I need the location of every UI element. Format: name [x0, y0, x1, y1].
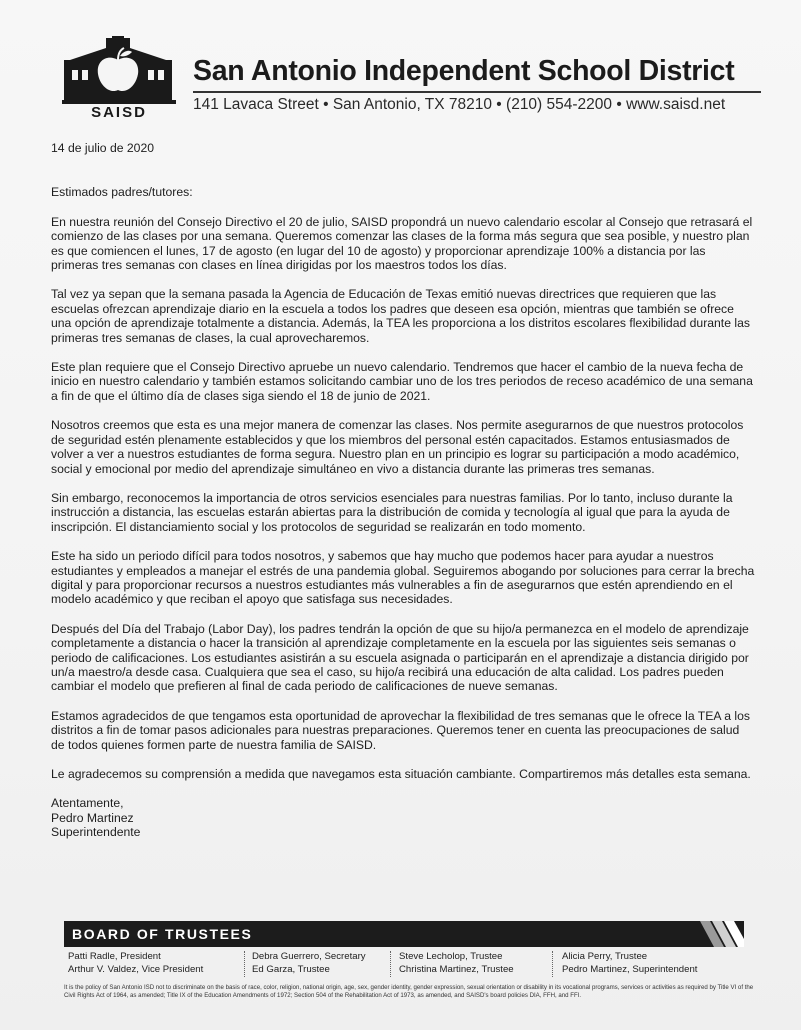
- board-title: BOARD OF TRUSTEES: [72, 926, 253, 942]
- letter-paragraph: Este plan requiere que el Consejo Directivo apruebe un nuevo calendario. Tendremos que hacer el cambio de la nueva fecha de inicio en nuestro calendario y también estamos solicitando cambiar uno de los tres periodos de receso académico de una semana a fin de que el último día de clases siga siendo el 18 de junio de 2021.: [51, 360, 753, 403]
- trustee-entry: Arthur V. Valdez, Vice President: [68, 964, 204, 975]
- letter-paragraph: Este ha sido un periodo difícil para todos nosotros, y sabemos que hay mucho que podemos hacer para ayudar a nuestros estudiantes y empleados a manejar el estrés de una pandemia global. Seguiremos abogando por soluciones para cerrar la brecha digital y para proporcionar recursos a nuestros estudiantes más vulnerables a fin de asegurarnos que estén aprendiendo en el modelo académico y que reciban el apoyo que satisfaga sus necesidades.: [51, 549, 755, 607]
- trustee-entry: Debra Guerrero, Secretary: [252, 951, 366, 962]
- letter-paragraph: En nuestra reunión del Consejo Directivo el 20 de julio, SAISD propondrá un nuevo calendario escolar al Consejo que retrasará el comienzo de las clases por una semana. Queremos comenzar las clases de la forma más segura que sea posible, y nuestro plan es que comiencen el lunes, 17 de agosto (en lugar del 10 de agosto) y proporcionar aprendizaje 100% a distancia por las primeras tres semanas con clases en línea dirigidas por los maestros todos los días.: [51, 214, 753, 273]
- signer-name: Pedro Martinez: [51, 810, 134, 825]
- district-address: 141 Lavaca Street • San Antonio, TX 78210 • (210) 554-2200 • www.saisd.net: [193, 96, 726, 113]
- letter-paragraph: Sin embargo, reconocemos la importancia de otros servicios esenciales para nuestras familias. Por lo tanto, incluso durante la instrucción a distancia, las escuelas estarán abiertas para la distribución de comida y tecnología al igual que para la ayuda de inscripción. El distanciamiento social y los protocolos de seguridad se realizarán en todo momento.: [51, 490, 733, 534]
- letter-paragraph: Estamos agradecidos de que tengamos esta oportunidad de aprovechar la flexibilidad de tres semanas que le ofrece la TEA a los distritos a fin de tomar pasos adicionales para nuestras preparaciones. Queremos tener en cuenta las preocupaciones de salud de todos quienes formen parte de nuestra familia de SAISD.: [51, 708, 750, 752]
- letter-date: 14 de julio de 2020: [51, 141, 155, 155]
- trustee-column: [399, 950, 514, 976]
- trustee-column: [252, 950, 366, 976]
- trustee-column: [68, 950, 203, 976]
- column-divider: [552, 951, 553, 977]
- board-header-bar: [64, 921, 744, 947]
- trustee-column: [562, 950, 697, 976]
- letter-paragraph: Le agradecemos su comprensión a medida que navegamos esta situación cambiante. Compartiremos más detalles esta semana.: [51, 767, 751, 781]
- letter-paragraph: Tal vez ya sepan que la semana pasada la Agencia de Educación de Texas emitió nuevas directrices que requieren que las escuelas ofrezcan aprendizaje diario en la escuela a todos los padres que deseen esa opción, mientras que también se ofrece una opción de aprendizaje totalmente a distancia. Además, la TEA les proporciona a los distritos escolares flexibilidad durante las primeras tres semanas de clases, la cual aprovecharemos.: [51, 287, 750, 345]
- trustee-entry: Pedro Martinez, Superintendent: [562, 964, 698, 975]
- chevron-mark-icon: [694, 921, 744, 947]
- letter-paragraph: Nosotros creemos que esta es una mejor manera de comenzar las clases. Nos permite asegurarnos de que nuestros protocolos de seguridad estén plenamente establecidos y que los miembros del personal estén capacitados. Estamos entusiasmados de volver a ver a nuestros estudiantes de forma segura. Nuestro plan en un principio es lograr su participación a modo académico, social y emocional por medio del aprendizaje simultáneo en vivo a distancia durante las primeras tres semanas.: [51, 418, 744, 476]
- trustee-entry: Alicia Perry, Trustee: [562, 951, 648, 962]
- signer-title: Superintendente: [51, 825, 141, 840]
- trustee-entry: Patti Radle, President: [68, 951, 161, 962]
- logo-wordmark: SAISD: [91, 104, 147, 118]
- letter-greeting: Estimados padres/tutores:: [51, 185, 193, 200]
- header-rule: [193, 91, 761, 93]
- column-divider: [390, 951, 391, 977]
- nondiscrimination-policy: It is the policy of San Antonio ISD not to discriminate on the basis of race, color, religion, national origin, age, sex, gender identity, gender expression, sexual orientation or disability in its vocational programs, services or activities as required by Title VI of the Civil Rights Act of 1964, as amended; Title IX of the Education Amendments of 1972; Section 504 of the Rehabilitation Act of 1973, as amended, and SAISD's board policies DIA, FFH, and FFI.: [64, 984, 754, 1000]
- letter-body: [51, 141, 756, 840]
- column-divider: [244, 951, 245, 977]
- letter-closing: [51, 796, 756, 839]
- trustee-entry: Christina Martinez, Trustee: [399, 964, 514, 975]
- trustee-entry: Ed Garza, Trustee: [252, 964, 330, 975]
- saisd-logo: [62, 36, 180, 118]
- trustee-list: [68, 950, 748, 978]
- letter-paragraph: Después del Día del Trabajo (Labor Day), los padres tendrán la opción de que su hijo/a permanezca en el modelo de aprendizaje completamente a distancia o hacer la transición al aprendizaje completamente en la escuela por las siguientes seis semanas o periodo de calificaciones. Los estudiantes asistirán a su escuela asignada o participarán en el aprendizaje a distancia dirigido por un/a maestro/a desde casa. Cualquiera que sea el caso, su hijo/a recibirá una educación de alta calidad. Los padres pueden cambiar el modelo que prefieren al final de cada periodo de calificaciones de nueve semanas.: [51, 621, 749, 694]
- district-name: San Antonio Independent School District: [193, 55, 735, 87]
- closing-salutation: Atentamente,: [51, 796, 124, 811]
- trustee-entry: Steve Lecholop, Trustee: [399, 951, 503, 962]
